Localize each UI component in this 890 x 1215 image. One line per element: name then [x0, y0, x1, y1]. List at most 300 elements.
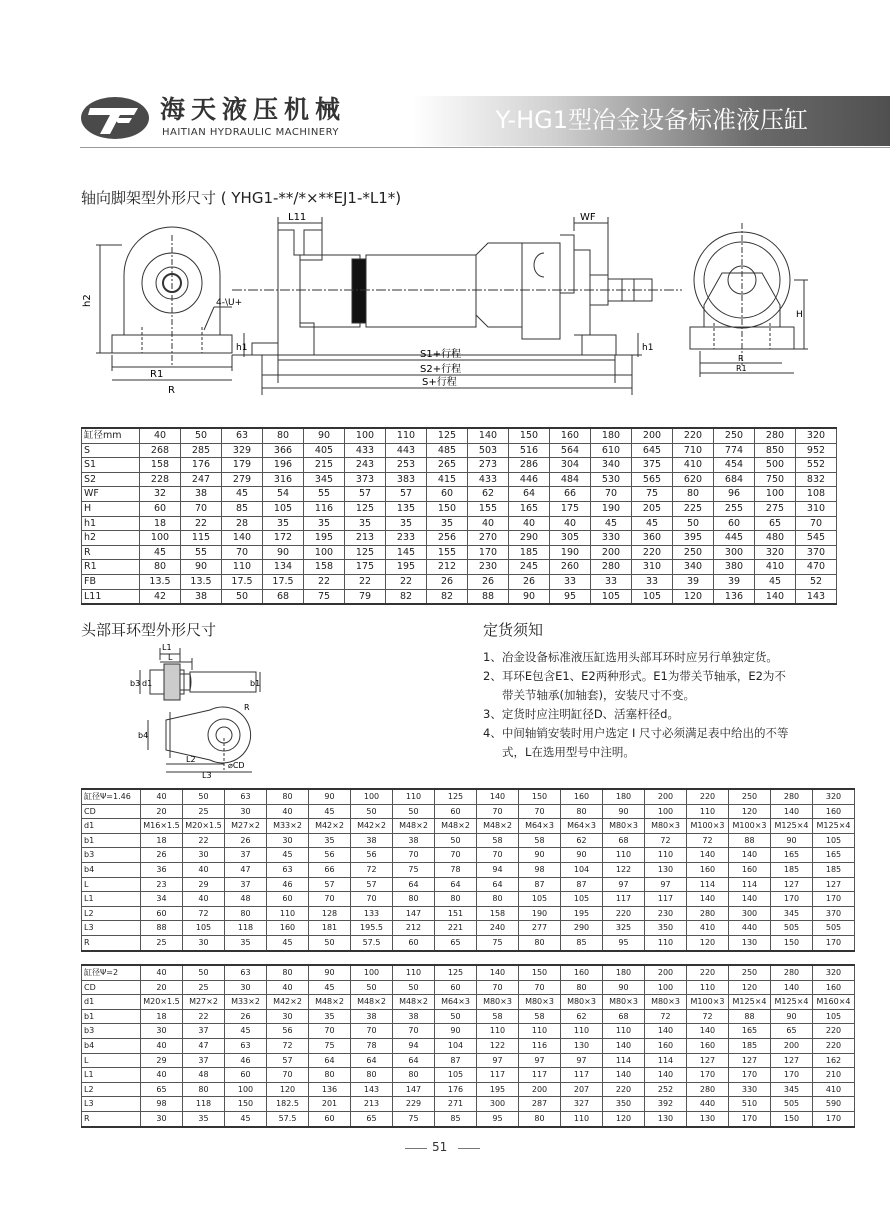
table-cell: 286 [509, 458, 550, 473]
row-label-cell: 缸径mm [82, 428, 140, 443]
table-cell: 117 [645, 892, 687, 907]
table-cell: 75 [477, 935, 519, 950]
table-cell: 252 [645, 1082, 687, 1097]
table-cell: 50 [673, 516, 714, 531]
table-cell: 220 [687, 965, 729, 980]
row-label-cell: S2 [82, 472, 140, 487]
table-cell: 22 [386, 574, 427, 589]
table-cell: 280 [687, 1082, 729, 1097]
table-cell: 215 [304, 458, 345, 473]
table-cell: 176 [181, 458, 222, 473]
row-label-cell: R [82, 1111, 141, 1126]
table-cell: 190 [550, 545, 591, 560]
dim-r1-right: R1 [736, 364, 747, 373]
table-cell: 140 [729, 848, 771, 863]
table-cell: 330 [591, 531, 632, 546]
table-cell: 127 [687, 1053, 729, 1068]
table-cell: 195 [304, 531, 345, 546]
table-cell: 60 [427, 487, 468, 502]
table-cell: 140 [755, 589, 796, 604]
table-cell: 50 [183, 965, 225, 980]
table-cell: 110 [267, 906, 309, 921]
row-label-cell: 缸径Ψ=1.46 [82, 789, 141, 804]
table-cell: 110 [603, 1024, 645, 1039]
table-cell: 90 [181, 560, 222, 575]
table-cell: 72 [351, 862, 393, 877]
table-cell: 50 [393, 804, 435, 819]
note-2: 2、耳环E包含E1、E2两种形式。E1为带关节轴承，E2为不 [483, 669, 786, 683]
table-cell: 40 [267, 980, 309, 995]
table-row [82, 501, 837, 516]
table-cell: M100×3 [687, 995, 729, 1010]
table-cell: 66 [550, 487, 591, 502]
table-cell: 17.5 [263, 574, 304, 589]
table-cell: 212 [393, 921, 435, 936]
rod-eye-drawing [130, 640, 270, 780]
table-cell: 80 [561, 804, 603, 819]
table-cell: 40 [267, 804, 309, 819]
table-cell: 80 [183, 1082, 225, 1097]
table-cell: 30 [141, 1111, 183, 1126]
table-cell: 40 [141, 965, 183, 980]
row-label-cell: L2 [82, 1082, 141, 1097]
table-cell: 110 [603, 848, 645, 863]
table-cell: 273 [468, 458, 509, 473]
table-cell: 26 [427, 574, 468, 589]
table-cell: 72 [267, 1038, 309, 1053]
table-cell: 170 [813, 1111, 855, 1126]
table-cell: 40 [141, 1038, 183, 1053]
table-cell: 320 [813, 965, 855, 980]
table-cell: 98 [519, 862, 561, 877]
table-cell: 80 [267, 965, 309, 980]
table-cell: 45 [140, 545, 181, 560]
order-notes-title: 定货须知 [483, 621, 544, 639]
table-cell: 37 [183, 1024, 225, 1039]
table-cell: 200 [591, 545, 632, 560]
table-cell: 150 [771, 935, 813, 950]
table-cell: 87 [561, 877, 603, 892]
row-label-cell: S [82, 443, 140, 458]
table-cell: 127 [771, 1053, 813, 1068]
table-cell: 68 [603, 833, 645, 848]
table-cell: 220 [813, 1024, 855, 1039]
table-cell: 410 [673, 458, 714, 473]
table-cell: M48×2 [393, 819, 435, 834]
table-cell: 65 [351, 1111, 393, 1126]
table-cell: M64×3 [561, 819, 603, 834]
table-cell: M125×4 [771, 995, 813, 1010]
table-cell: 100 [140, 531, 181, 546]
table-cell: 104 [561, 862, 603, 877]
table-cell: 80 [309, 1068, 351, 1083]
table-cell: 105 [813, 1009, 855, 1024]
table-cell: 108 [796, 487, 837, 502]
table-cell: 80 [225, 906, 267, 921]
table-cell: 35 [183, 1111, 225, 1126]
table-cell: 516 [509, 443, 550, 458]
table-cell: 200 [519, 1082, 561, 1097]
table-cell: 65 [435, 935, 477, 950]
table-cell: 330 [729, 1082, 771, 1097]
table-cell: 33 [632, 574, 673, 589]
table-cell: 505 [771, 1097, 813, 1112]
table-cell: 320 [796, 428, 837, 443]
table-cell: 110 [687, 980, 729, 995]
row-label-cell: L [82, 877, 141, 892]
table-cell: 117 [561, 1068, 603, 1083]
table-cell: 65 [755, 516, 796, 531]
table-cell: 94 [477, 862, 519, 877]
table-cell: 63 [225, 1038, 267, 1053]
row-label-cell: R1 [82, 560, 140, 575]
table-row [82, 1038, 855, 1053]
row-label-cell: CD [82, 980, 141, 995]
table-cell: 195 [386, 560, 427, 575]
table-cell: 57.5 [267, 1111, 309, 1126]
table-cell: 33 [591, 574, 632, 589]
table-cell: 29 [183, 877, 225, 892]
table-cell: 66 [309, 862, 351, 877]
table-cell: 38 [181, 589, 222, 604]
table-cell: M33×2 [225, 995, 267, 1010]
table-cell: 130 [645, 1111, 687, 1126]
table-cell: 50 [181, 428, 222, 443]
table-cell: 50 [222, 589, 263, 604]
table-cell: M80×3 [519, 995, 561, 1010]
table-cell: 114 [687, 877, 729, 892]
row-label-cell: h1 [82, 516, 140, 531]
table-cell: 127 [771, 877, 813, 892]
table-cell: 100 [645, 804, 687, 819]
table-cell: 38 [351, 1009, 393, 1024]
table-cell: 22 [183, 1009, 225, 1024]
table-cell: 116 [304, 501, 345, 516]
table-cell: 70 [477, 980, 519, 995]
table-cell: 45 [755, 574, 796, 589]
table-cell: 57 [386, 487, 427, 502]
table-cell: 170 [813, 892, 855, 907]
table-cell: 277 [519, 921, 561, 936]
table-cell: 22 [345, 574, 386, 589]
table-cell: 47 [225, 862, 267, 877]
table-cell: 29 [141, 1053, 183, 1068]
table-cell: 90 [309, 965, 351, 980]
table-cell: 280 [771, 789, 813, 804]
table-cell: 165 [771, 848, 813, 863]
dim-s2: S2+行程 [420, 364, 462, 375]
table-row [82, 1009, 855, 1024]
table-row [82, 980, 855, 995]
table-cell: 45 [632, 516, 673, 531]
table-cell: 564 [550, 443, 591, 458]
page-title: Y-HG1型冶金设备标准液压缸 [495, 106, 808, 134]
table-cell: 484 [550, 472, 591, 487]
table-cell: 22 [304, 574, 345, 589]
table-cell: 57.5 [351, 935, 393, 950]
table-cell: 620 [673, 472, 714, 487]
brand-name-en: HAITIAN HYDRAULIC MACHINERY [162, 127, 340, 138]
row-label-cell: L2 [82, 906, 141, 921]
table-cell: 172 [263, 531, 304, 546]
table-cell: 40 [141, 789, 183, 804]
table-cell: 207 [561, 1082, 603, 1097]
table-cell: 196 [263, 458, 304, 473]
rod-eye-table-ratio-1-46 [81, 788, 855, 952]
table-cell: 85 [561, 935, 603, 950]
table-cell: M42×2 [267, 995, 309, 1010]
table-cell: 125 [427, 428, 468, 443]
table-cell: 160 [645, 1038, 687, 1053]
table-row [82, 443, 837, 458]
table-cell: 70 [519, 804, 561, 819]
table-row [82, 516, 837, 531]
table-cell: 64 [351, 1053, 393, 1068]
table-cell: 35 [386, 516, 427, 531]
table-cell: M80×3 [645, 995, 687, 1010]
table-cell: 57 [351, 877, 393, 892]
table-cell: 45 [267, 935, 309, 950]
table-cell: 170 [771, 1068, 813, 1083]
table-cell: 60 [714, 516, 755, 531]
table-cell: 270 [468, 531, 509, 546]
table-cell: 100 [755, 487, 796, 502]
table-cell: M125×4 [771, 819, 813, 834]
table-cell: M48×2 [393, 995, 435, 1010]
table-cell: 37 [225, 848, 267, 863]
table-cell: 185 [771, 862, 813, 877]
table-row [82, 1097, 855, 1112]
table-cell: 470 [796, 560, 837, 575]
table-cell: 57 [309, 877, 351, 892]
table-cell: 250 [714, 428, 755, 443]
table-cell: 64 [509, 487, 550, 502]
row-label-cell: h2 [82, 531, 140, 546]
table-cell: 18 [140, 516, 181, 531]
table-cell: 128 [309, 906, 351, 921]
table-cell: 300 [729, 906, 771, 921]
dim-l11: L11 [288, 212, 307, 223]
table-cell: 130 [645, 862, 687, 877]
table-cell: 433 [468, 472, 509, 487]
table-cell: 832 [796, 472, 837, 487]
table-cell: 117 [603, 892, 645, 907]
table-cell: 220 [603, 1082, 645, 1097]
table-cell: 100 [351, 965, 393, 980]
table-cell: 190 [591, 501, 632, 516]
table-cell: 60 [435, 804, 477, 819]
table-cell: 256 [427, 531, 468, 546]
row-label-cell: 缸径Ψ=2 [82, 965, 141, 980]
table-cell: 160 [550, 428, 591, 443]
table-cell: 340 [673, 560, 714, 575]
table-cell: 105 [632, 589, 673, 604]
table-cell: 120 [729, 804, 771, 819]
table-cell: 140 [603, 1068, 645, 1083]
table-cell: 58 [477, 1009, 519, 1024]
table-cell: 57 [345, 487, 386, 502]
table-cell: 240 [477, 921, 519, 936]
table-cell: 140 [603, 1038, 645, 1053]
table-cell: 35 [263, 516, 304, 531]
table-cell: 30 [183, 935, 225, 950]
table-row [82, 935, 855, 950]
table-cell: 395 [673, 531, 714, 546]
table-cell: 63 [267, 862, 309, 877]
table-cell: 72 [687, 1009, 729, 1024]
table-cell: 78 [351, 1038, 393, 1053]
table-cell: 530 [591, 472, 632, 487]
table-cell: 70 [477, 848, 519, 863]
table-cell: 160 [813, 804, 855, 819]
table-cell: M42×2 [351, 819, 393, 834]
note-3: 3、定货时应注明缸径D、活塞杆径d。 [483, 707, 679, 721]
table-cell: 190 [519, 906, 561, 921]
table-cell: 170 [729, 1068, 771, 1083]
table-row [82, 1068, 855, 1083]
table-cell: 45 [309, 980, 351, 995]
row-label-cell: FB [82, 574, 140, 589]
table-cell: 260 [550, 560, 591, 575]
table-cell: 150 [519, 789, 561, 804]
table-cell: 140 [771, 804, 813, 819]
table-cell: 176 [435, 1082, 477, 1097]
table-cell: 125 [345, 545, 386, 560]
table-cell: 684 [714, 472, 755, 487]
table-cell: 97 [603, 877, 645, 892]
dim-l3: L3 [202, 771, 212, 780]
table-cell: 290 [561, 921, 603, 936]
table-cell: 110 [519, 1024, 561, 1039]
table-cell: 20 [141, 980, 183, 995]
table-cell: 52 [796, 574, 837, 589]
table-cell: 37 [225, 877, 267, 892]
table-cell: M20×1.5 [141, 995, 183, 1010]
row-label-cell: b4 [82, 862, 141, 877]
table-cell: 62 [561, 1009, 603, 1024]
table-cell: M33×2 [267, 819, 309, 834]
table-cell: 320 [755, 545, 796, 560]
table-cell: 105 [591, 589, 632, 604]
table-cell: 64 [435, 877, 477, 892]
table-cell: 105 [183, 921, 225, 936]
table-cell: 185 [509, 545, 550, 560]
table-cell: M160×4 [813, 995, 855, 1010]
table-row [82, 1024, 855, 1039]
table-cell: 170 [729, 1111, 771, 1126]
table-cell: 110 [477, 1024, 519, 1039]
table-cell: 210 [813, 1068, 855, 1083]
table-cell: 130 [729, 935, 771, 950]
table-cell: 38 [393, 1009, 435, 1024]
table-cell: 182.5 [267, 1097, 309, 1112]
table-cell: 147 [393, 1082, 435, 1097]
table-cell: 45 [225, 1024, 267, 1039]
table-cell: 17.5 [222, 574, 263, 589]
table-cell: 116 [519, 1038, 561, 1053]
table-cell: 36 [141, 862, 183, 877]
table-cell: 150 [509, 428, 550, 443]
table-cell: 60 [141, 906, 183, 921]
table-cell: 243 [345, 458, 386, 473]
table-cell: 87 [519, 877, 561, 892]
table-cell: 170 [771, 892, 813, 907]
table-cell: 445 [714, 531, 755, 546]
table-cell: 320 [813, 789, 855, 804]
table-cell: 370 [813, 906, 855, 921]
table-cell: M100×3 [687, 819, 729, 834]
table-cell: 80 [561, 980, 603, 995]
table-cell: 250 [729, 789, 771, 804]
table-cell: 136 [714, 589, 755, 604]
table-cell: 64 [477, 877, 519, 892]
table-cell: 118 [183, 1097, 225, 1112]
table-cell: 410 [813, 1082, 855, 1097]
table-cell: 40 [141, 1068, 183, 1083]
table-cell: 105 [519, 892, 561, 907]
table-cell: 350 [603, 1097, 645, 1112]
table-cell: 54 [263, 487, 304, 502]
table-cell: 26 [225, 833, 267, 848]
table-cell: 88 [141, 921, 183, 936]
table-cell: 774 [714, 443, 755, 458]
table-cell: 48 [225, 892, 267, 907]
table-cell: 125 [435, 789, 477, 804]
table-cell: 65 [771, 1024, 813, 1039]
table-cell: 30 [225, 980, 267, 995]
table-cell: 62 [468, 487, 509, 502]
table-cell: 280 [687, 906, 729, 921]
table-cell: 70 [393, 848, 435, 863]
table-cell: 55 [304, 487, 345, 502]
table-cell: 28 [222, 516, 263, 531]
table-cell: 82 [427, 589, 468, 604]
table-row [82, 487, 837, 502]
table-cell: 70 [477, 804, 519, 819]
table-cell: 38 [351, 833, 393, 848]
table-cell: 60 [267, 892, 309, 907]
table-cell: 50 [435, 833, 477, 848]
table-cell: 60 [309, 1111, 351, 1126]
table-cell: 373 [345, 472, 386, 487]
table-cell: 22 [183, 833, 225, 848]
table-cell: 134 [263, 560, 304, 575]
table-cell: 80 [673, 487, 714, 502]
table-cell: 170 [813, 935, 855, 950]
table-cell: 68 [263, 589, 304, 604]
table-cell: 100 [645, 980, 687, 995]
table-cell: 114 [645, 1053, 687, 1068]
footer-line-right [458, 1148, 480, 1149]
table-cell: 56 [309, 848, 351, 863]
table-cell: 30 [225, 804, 267, 819]
table-cell: 40 [509, 516, 550, 531]
table-row [82, 589, 837, 604]
table-cell: 140 [687, 1024, 729, 1039]
table-cell: 72 [645, 1009, 687, 1024]
table-cell: 30 [267, 833, 309, 848]
foot-mount-drawing [82, 205, 812, 420]
table-cell: 125 [435, 965, 477, 980]
table-cell: 310 [632, 560, 673, 575]
table-cell: 195.5 [351, 921, 393, 936]
table-cell: 340 [591, 458, 632, 473]
table-cell: 25 [141, 935, 183, 950]
note-2-cont: 带关节轴承(加轴套)，安装尺寸不变。 [502, 688, 695, 702]
table-cell: 145 [386, 545, 427, 560]
table-cell: 220 [603, 906, 645, 921]
table-cell: 57 [267, 1053, 309, 1068]
